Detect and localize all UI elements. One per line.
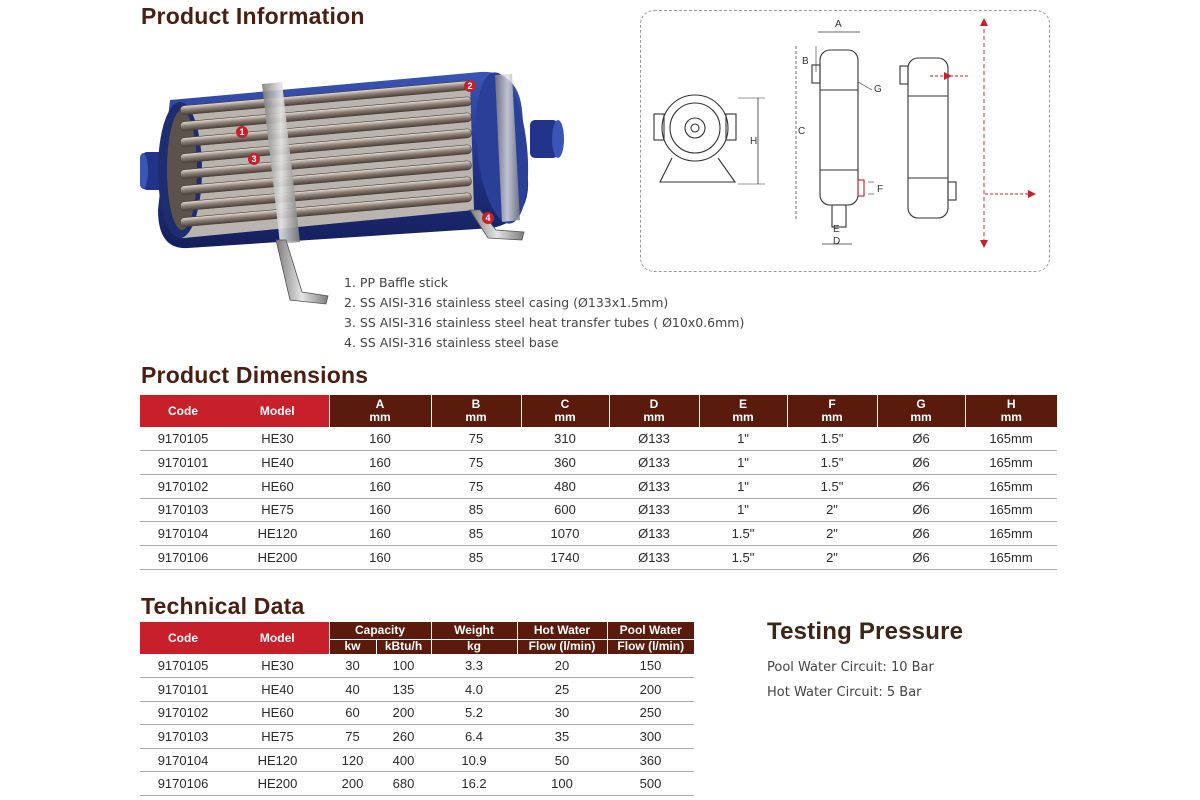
table-cell: 310 bbox=[521, 427, 609, 451]
table-cell: Ø133 bbox=[609, 522, 699, 546]
table-row bbox=[140, 654, 694, 678]
table-row bbox=[140, 427, 1057, 451]
parts-list bbox=[344, 273, 744, 353]
testing-pressure-title: Testing Pressure bbox=[767, 618, 964, 645]
label-f: F bbox=[877, 184, 884, 195]
table-cell: 165mm bbox=[965, 498, 1057, 522]
table-cell: 9170106 bbox=[140, 545, 226, 569]
table-cell: 1.5" bbox=[787, 427, 877, 451]
table-cell: 50 bbox=[517, 748, 607, 772]
part-item: 1. PP Baffle stick bbox=[344, 275, 448, 290]
dimensions-header-cell bbox=[699, 395, 787, 427]
product-information-title: Product Information bbox=[141, 3, 365, 29]
label-g: G bbox=[874, 84, 882, 95]
dimensions-table bbox=[140, 395, 1057, 570]
table-cell: 680 bbox=[376, 772, 431, 796]
table-cell: 160 bbox=[329, 498, 431, 522]
table-cell: 75 bbox=[329, 725, 376, 749]
table-cell: 9170104 bbox=[140, 522, 226, 546]
header-label: C bbox=[560, 397, 570, 411]
table-cell: 300 bbox=[607, 725, 694, 749]
table-cell: Ø6 bbox=[877, 545, 965, 569]
header-label: G bbox=[916, 397, 926, 411]
header-label: B bbox=[471, 397, 481, 411]
table-cell: 200 bbox=[329, 772, 376, 796]
table-cell: HE200 bbox=[226, 772, 329, 796]
dimensions-header-row bbox=[140, 395, 1057, 427]
table-cell: 30 bbox=[517, 701, 607, 725]
dimensions-header-cell bbox=[140, 395, 226, 427]
table-cell: 3.3 bbox=[431, 654, 517, 678]
table-cell: 165mm bbox=[965, 522, 1057, 546]
table-cell: HE60 bbox=[226, 701, 329, 725]
header-unit: mm bbox=[554, 410, 576, 424]
header-hot-flow: Flow (l/min) bbox=[517, 639, 607, 654]
dimensions-body bbox=[140, 427, 1057, 569]
table-cell: 9170103 bbox=[140, 498, 226, 522]
table-cell: 165mm bbox=[965, 427, 1057, 451]
product-dimensions-title: Product Dimensions bbox=[141, 362, 369, 388]
table-cell: 85 bbox=[431, 498, 521, 522]
header-unit: mm bbox=[369, 410, 391, 424]
table-cell: HE40 bbox=[226, 678, 329, 702]
header-hot-water: Hot Water bbox=[517, 622, 607, 639]
table-cell: 160 bbox=[329, 522, 431, 546]
header-kw: kw bbox=[329, 639, 376, 654]
technical-data-body bbox=[140, 654, 694, 796]
table-cell: 9170105 bbox=[140, 654, 226, 678]
header-kbtu: kBtu/h bbox=[376, 639, 431, 654]
table-cell: HE75 bbox=[226, 725, 329, 749]
table-cell: Ø6 bbox=[877, 451, 965, 475]
header-unit: mm bbox=[732, 410, 754, 424]
header-label: F bbox=[828, 397, 836, 411]
table-cell: 35 bbox=[517, 725, 607, 749]
table-cell: 75 bbox=[431, 474, 521, 498]
table-cell: 150 bbox=[607, 654, 694, 678]
table-cell: Ø133 bbox=[609, 451, 699, 475]
table-row bbox=[140, 545, 1057, 569]
header-label: H bbox=[1006, 397, 1016, 411]
dimensions-header-cell bbox=[877, 395, 965, 427]
table-row bbox=[140, 701, 694, 725]
table-row bbox=[140, 522, 1057, 546]
table-cell: HE60 bbox=[226, 474, 329, 498]
table-cell: HE30 bbox=[226, 654, 329, 678]
table-cell: 200 bbox=[376, 701, 431, 725]
table-cell: 1.5" bbox=[699, 545, 787, 569]
table-cell: 1" bbox=[699, 498, 787, 522]
table-cell: HE40 bbox=[226, 451, 329, 475]
table-cell: 2" bbox=[787, 522, 877, 546]
header-pool-flow: Flow (l/min) bbox=[607, 639, 694, 654]
table-cell: 9170105 bbox=[140, 427, 226, 451]
dimensions-header-cell bbox=[787, 395, 877, 427]
table-cell: 9170104 bbox=[140, 748, 226, 772]
table-cell: 1.5" bbox=[787, 474, 877, 498]
table-cell: 1" bbox=[699, 427, 787, 451]
part-item: 3. SS AISI-316 stainless steel heat transfer tubes ( Ø10x0.6mm) bbox=[344, 315, 745, 330]
pool-water-pressure: Pool Water Circuit: 10 Bar bbox=[767, 660, 934, 675]
table-cell: 1" bbox=[699, 474, 787, 498]
part-item: 2. SS AISI-316 stainless steel casing (Ø133x1.5mm) bbox=[344, 295, 669, 310]
table-row bbox=[140, 498, 1057, 522]
table-cell: Ø6 bbox=[877, 427, 965, 451]
table-cell: 200 bbox=[607, 678, 694, 702]
table-cell: Ø133 bbox=[609, 498, 699, 522]
table-cell: 85 bbox=[431, 545, 521, 569]
table-cell: Ø6 bbox=[877, 498, 965, 522]
table-cell: 360 bbox=[607, 748, 694, 772]
header-label: A bbox=[375, 397, 385, 411]
table-cell: 165mm bbox=[965, 474, 1057, 498]
label-d: D bbox=[833, 236, 841, 247]
table-cell: 500 bbox=[607, 772, 694, 796]
header-label: E bbox=[738, 397, 747, 411]
header-unit: mm bbox=[643, 410, 665, 424]
label-e: E bbox=[833, 224, 840, 235]
hot-water-pressure: Hot Water Circuit: 5 Bar bbox=[767, 685, 922, 700]
header-label: Code bbox=[168, 403, 198, 418]
technical-data-table bbox=[140, 622, 694, 796]
table-cell: HE120 bbox=[226, 748, 329, 772]
table-cell: 75 bbox=[431, 427, 521, 451]
dimensions-header-cell bbox=[521, 395, 609, 427]
header-weight-unit: kg bbox=[431, 639, 517, 654]
table-cell: Ø133 bbox=[609, 474, 699, 498]
table-cell: 165mm bbox=[965, 545, 1057, 569]
table-cell: 160 bbox=[329, 451, 431, 475]
table-cell: 10.9 bbox=[431, 748, 517, 772]
table-row bbox=[140, 678, 694, 702]
table-cell: 1740 bbox=[521, 545, 609, 569]
table-cell: 1.5" bbox=[787, 451, 877, 475]
header-code: Code bbox=[140, 622, 226, 654]
table-row bbox=[140, 772, 694, 796]
header-label: D bbox=[649, 397, 659, 411]
table-cell: 360 bbox=[521, 451, 609, 475]
header-weight: Weight bbox=[431, 622, 517, 639]
table-cell: 40 bbox=[329, 678, 376, 702]
callout-1: 1 bbox=[239, 127, 245, 137]
technical-header-row bbox=[140, 622, 694, 639]
dimensions-header-cell bbox=[329, 395, 431, 427]
table-cell: 100 bbox=[517, 772, 607, 796]
label-b: B bbox=[802, 56, 809, 67]
table-cell: 9170103 bbox=[140, 725, 226, 749]
table-cell: 5.2 bbox=[431, 701, 517, 725]
table-cell: 160 bbox=[329, 474, 431, 498]
table-row bbox=[140, 725, 694, 749]
table-cell: HE30 bbox=[226, 427, 329, 451]
header-unit: mm bbox=[1000, 410, 1022, 424]
table-cell: 4.0 bbox=[431, 678, 517, 702]
part-item: 4. SS AISI-316 stainless steel base bbox=[344, 335, 559, 350]
table-cell: 2" bbox=[787, 498, 877, 522]
table-cell: 480 bbox=[521, 474, 609, 498]
table-cell: 135 bbox=[376, 678, 431, 702]
table-cell: 1" bbox=[699, 451, 787, 475]
table-row bbox=[140, 748, 694, 772]
header-label: Model bbox=[259, 403, 295, 418]
label-h: H bbox=[750, 136, 758, 147]
table-cell: HE75 bbox=[226, 498, 329, 522]
header-capacity: Capacity bbox=[329, 622, 431, 639]
callout-4: 4 bbox=[485, 213, 491, 223]
table-cell: 30 bbox=[329, 654, 376, 678]
table-cell: 2" bbox=[787, 545, 877, 569]
table-cell: 9170102 bbox=[140, 474, 226, 498]
table-cell: 160 bbox=[329, 545, 431, 569]
table-cell: 9170101 bbox=[140, 678, 226, 702]
table-cell: 160 bbox=[329, 427, 431, 451]
dimensions-header-cell bbox=[965, 395, 1057, 427]
label-a: A bbox=[835, 19, 842, 30]
table-cell: 16.2 bbox=[431, 772, 517, 796]
dimensions-header-cell bbox=[609, 395, 699, 427]
header-unit: mm bbox=[910, 410, 932, 424]
table-row bbox=[140, 474, 1057, 498]
header-unit: mm bbox=[821, 410, 843, 424]
table-cell: 85 bbox=[431, 522, 521, 546]
table-cell: 9170106 bbox=[140, 772, 226, 796]
table-cell: 120 bbox=[329, 748, 376, 772]
table-cell: 25 bbox=[517, 678, 607, 702]
header-pool-water: Pool Water bbox=[607, 622, 694, 639]
callout-2: 2 bbox=[467, 81, 473, 91]
technical-data-title: Technical Data bbox=[141, 593, 305, 619]
table-row bbox=[140, 451, 1057, 475]
table-cell: 1.5" bbox=[699, 522, 787, 546]
table-cell: 9170101 bbox=[140, 451, 226, 475]
table-cell: 400 bbox=[376, 748, 431, 772]
table-cell: 600 bbox=[521, 498, 609, 522]
table-cell: Ø6 bbox=[877, 474, 965, 498]
table-cell: 100 bbox=[376, 654, 431, 678]
table-cell: 1070 bbox=[521, 522, 609, 546]
header-unit: mm bbox=[465, 410, 487, 424]
header-model: Model bbox=[226, 622, 329, 654]
table-cell: 250 bbox=[607, 701, 694, 725]
table-cell: 75 bbox=[431, 451, 521, 475]
table-cell: HE120 bbox=[226, 522, 329, 546]
dimension-diagram bbox=[640, 10, 1050, 272]
label-c: C bbox=[798, 126, 806, 137]
callout-3: 3 bbox=[251, 154, 257, 164]
table-cell: Ø133 bbox=[609, 427, 699, 451]
dimensions-header-cell bbox=[431, 395, 521, 427]
table-cell: Ø6 bbox=[877, 522, 965, 546]
dimensions-header-cell bbox=[226, 395, 329, 427]
table-cell: 165mm bbox=[965, 451, 1057, 475]
table-cell: 6.4 bbox=[431, 725, 517, 749]
table-cell: 260 bbox=[376, 725, 431, 749]
table-cell: HE200 bbox=[226, 545, 329, 569]
table-cell: 20 bbox=[517, 654, 607, 678]
table-cell: Ø133 bbox=[609, 545, 699, 569]
table-cell: 9170102 bbox=[140, 701, 226, 725]
table-cell: 60 bbox=[329, 701, 376, 725]
